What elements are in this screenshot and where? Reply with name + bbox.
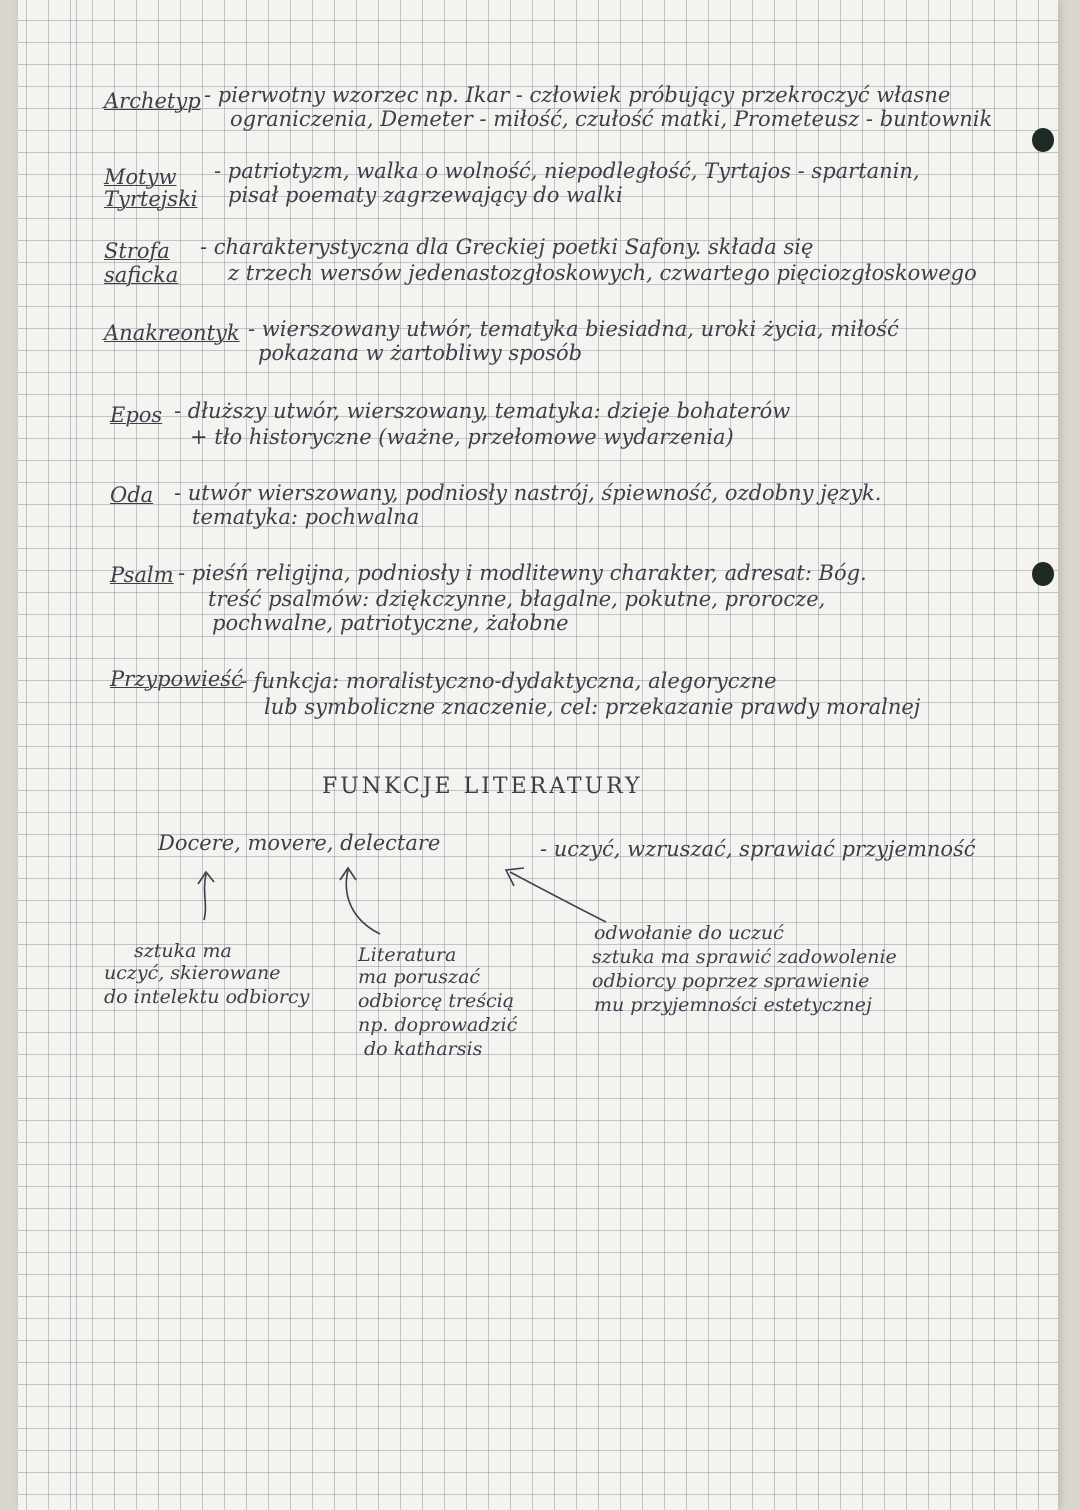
arrow-movere: [318, 862, 398, 942]
definition-line: pokazana w żartobliwy sposób: [258, 341, 583, 365]
definition-line: - pierwotny wzorzec np. Ikar - człowiek próbujący przekroczyć własne: [204, 83, 951, 107]
notebook-page: [18, 0, 1058, 1510]
note-movere-line: np. doprowadzić: [358, 1014, 518, 1036]
note-movere-line: Literatura: [358, 944, 457, 966]
section-heading: FUNKCJE LITERATURY: [322, 774, 643, 799]
term-archetyp: Archetyp: [104, 89, 201, 113]
term-oda: Oda: [110, 483, 154, 507]
term-motyw: Motyw: [104, 165, 177, 189]
arrow-docere: [188, 866, 228, 926]
term-psalm: Psalm: [110, 563, 174, 587]
note-delectare-line: odbiorcy poprzez sprawienie: [592, 970, 870, 992]
definition-line: treść psalmów: dziękczynne, błagalne, pokutne, prorocze,: [208, 587, 826, 611]
note-delectare-line: sztuka ma sprawić zadowolenie: [592, 946, 897, 968]
binder-hole: [1032, 128, 1054, 152]
binder-hole: [1032, 562, 1054, 586]
note-movere-line: odbiorcę treścią: [358, 990, 515, 1012]
term-anakreontyk: Anakreontyk: [104, 321, 240, 345]
note-delectare-line: mu przyjemności estetycznej: [594, 994, 872, 1016]
latin-translation: - uczyć, wzruszać, sprawiać przyjemność: [540, 837, 976, 861]
term-epos: Epos: [110, 403, 163, 427]
definition-line: - funkcja: moralistyczno-dydaktyczna, alegoryczne: [240, 669, 777, 693]
arrow-delectare: [484, 860, 614, 930]
note-movere-line: ma poruszać: [358, 966, 481, 988]
term-saficka: saficka: [104, 263, 179, 287]
definition-line: + tło historyczne (ważne, przełomowe wydarzenia): [190, 425, 734, 449]
term-tyrtejski: Tyrtejski: [104, 187, 198, 211]
definition-line: lub symboliczne znaczenie, cel: przekazanie prawdy moralnej: [264, 695, 921, 719]
definition-line: pisał poematy zagrzewający do walki: [228, 183, 623, 207]
definition-line: pochwalne, patriotyczne, żałobne: [212, 611, 569, 635]
definition-line: - dłuższy utwór, wierszowany, tematyka: dzieje bohaterów: [174, 399, 791, 423]
definition-line: z trzech wersów jedenastozgłoskowych, czwartego pięciozgłoskowego: [228, 261, 977, 285]
definition-line: - patriotyzm, walka o wolność, niepodległość, Tyrtajos - spartanin,: [214, 159, 920, 183]
definition-line: - utwór wierszowany, podniosły nastrój, śpiewność, ozdobny język.: [174, 481, 882, 505]
note-docere-line: do intelektu odbiorcy: [104, 986, 310, 1008]
term-przypowiesc: Przypowieść: [110, 667, 243, 691]
definition-line: - pieśń religijna, podniosły i modlitewny charakter, adresat: Bóg.: [178, 561, 867, 585]
latin-phrase: Docere, movere, delectare: [158, 831, 441, 855]
definition-line: - charakterystyczna dla Greckiej poetki Safony. składa się: [200, 235, 814, 259]
definition-line: ograniczenia, Demeter - miłość, czułość matki, Prometeusz - buntownik: [230, 107, 993, 131]
note-movere-line: do katharsis: [364, 1038, 483, 1060]
note-docere-line: uczyć, skierowane: [104, 962, 281, 984]
definition-line: tematyka: pochwalna: [192, 505, 420, 529]
definition-line: - wierszowany utwór, tematyka biesiadna, uroki życia, miłość: [248, 317, 899, 341]
term-strofa: Strofa: [104, 239, 170, 263]
margin-line: [76, 0, 77, 1510]
note-docere-line: sztuka ma: [134, 940, 232, 962]
note-delectare-line: odwołanie do uczuć: [594, 922, 784, 944]
